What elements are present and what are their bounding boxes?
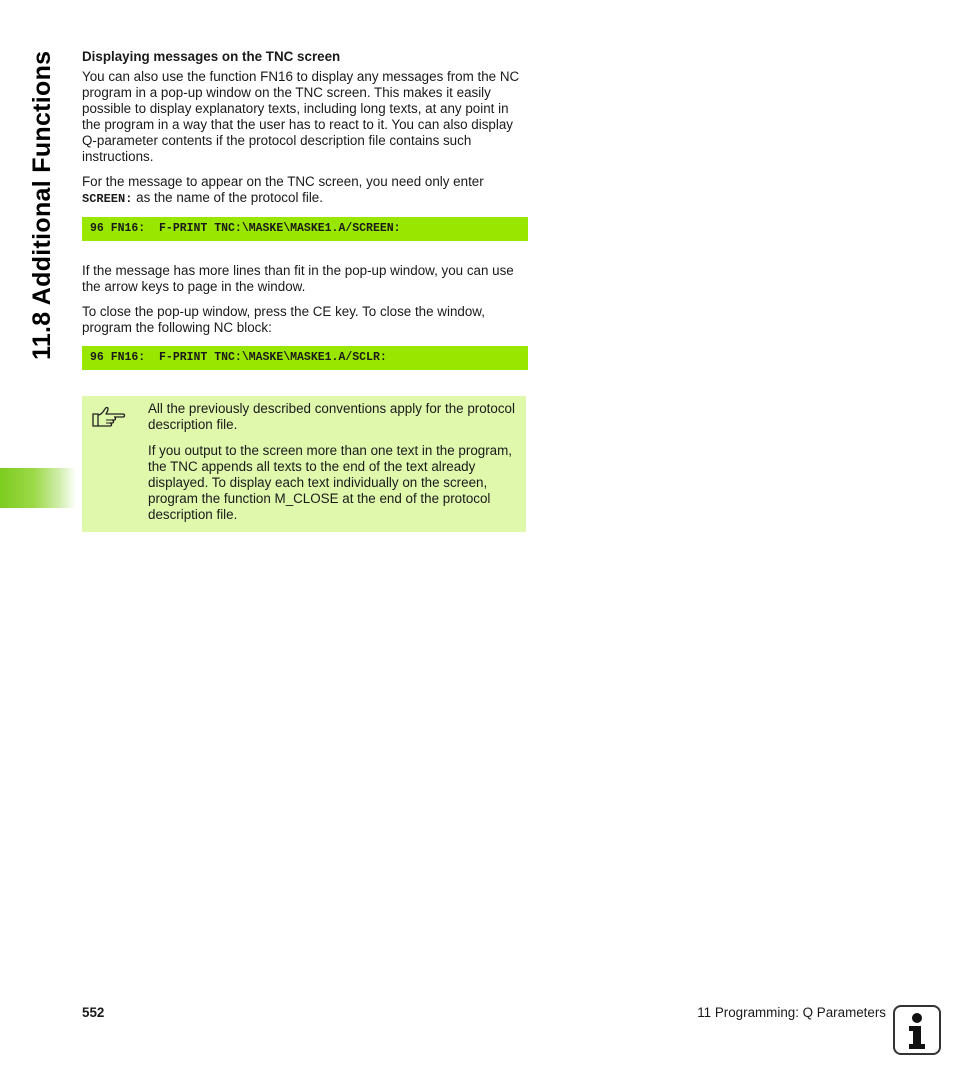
section-heading: Displaying messages on the TNC screen	[82, 49, 341, 64]
arrow-keys-paragraph: If the message has more lines than fit in the pop-up window, you can use the arrow keys to page in the window.	[82, 263, 514, 294]
screen-paragraph	[82, 174, 528, 207]
screen-paragraph-text-after: as the name of the protocol file.	[132, 190, 323, 205]
main-content	[82, 49, 528, 392]
info-icon	[893, 1005, 941, 1055]
chapter-title: 11 Programming: Q Parameters	[697, 1005, 886, 1020]
close-window-paragraph: To close the pop-up window, press the CE key. To close the window, program the following NC block:	[82, 304, 485, 335]
page-number: 552	[82, 1005, 105, 1020]
note-paragraph-2: If you output to the screen more than one text in the program, the TNC appends all texts to the end of the text already displayed. To display each text individually on the screen, program the function M_CLOSE at the end of the protocol description file.	[148, 443, 512, 522]
pointing-hand-icon	[92, 405, 126, 429]
section-side-title: 11.8 Additional Functions	[28, 50, 56, 360]
note-text	[148, 401, 518, 533]
chapter-tab-marker	[0, 468, 76, 508]
intro-paragraph: You can also use the function FN16 to display any messages from the NC program in a pop-up window on the TNC screen. This makes it easily possible to display explanatory texts, including long texts, at any point in the program in a way that the user has to react to it. You can also display Q-parameter contents if the protocol description file contains such instructions.	[82, 69, 520, 164]
screen-keyword: SCREEN:	[82, 192, 133, 206]
screen-paragraph-text-before: For the message to appear on the TNC screen, you need only enter	[82, 174, 484, 189]
note-box	[82, 396, 526, 532]
code-block-screen: 96 FN16: F-PRINT TNC:\MASKE\MASKE1.A/SCREEN:	[82, 217, 528, 241]
code-block-sclr: 96 FN16: F-PRINT TNC:\MASKE\MASKE1.A/SCLR:	[82, 346, 528, 370]
note-paragraph-1: All the previously described conventions apply for the protocol description file.	[148, 401, 515, 432]
